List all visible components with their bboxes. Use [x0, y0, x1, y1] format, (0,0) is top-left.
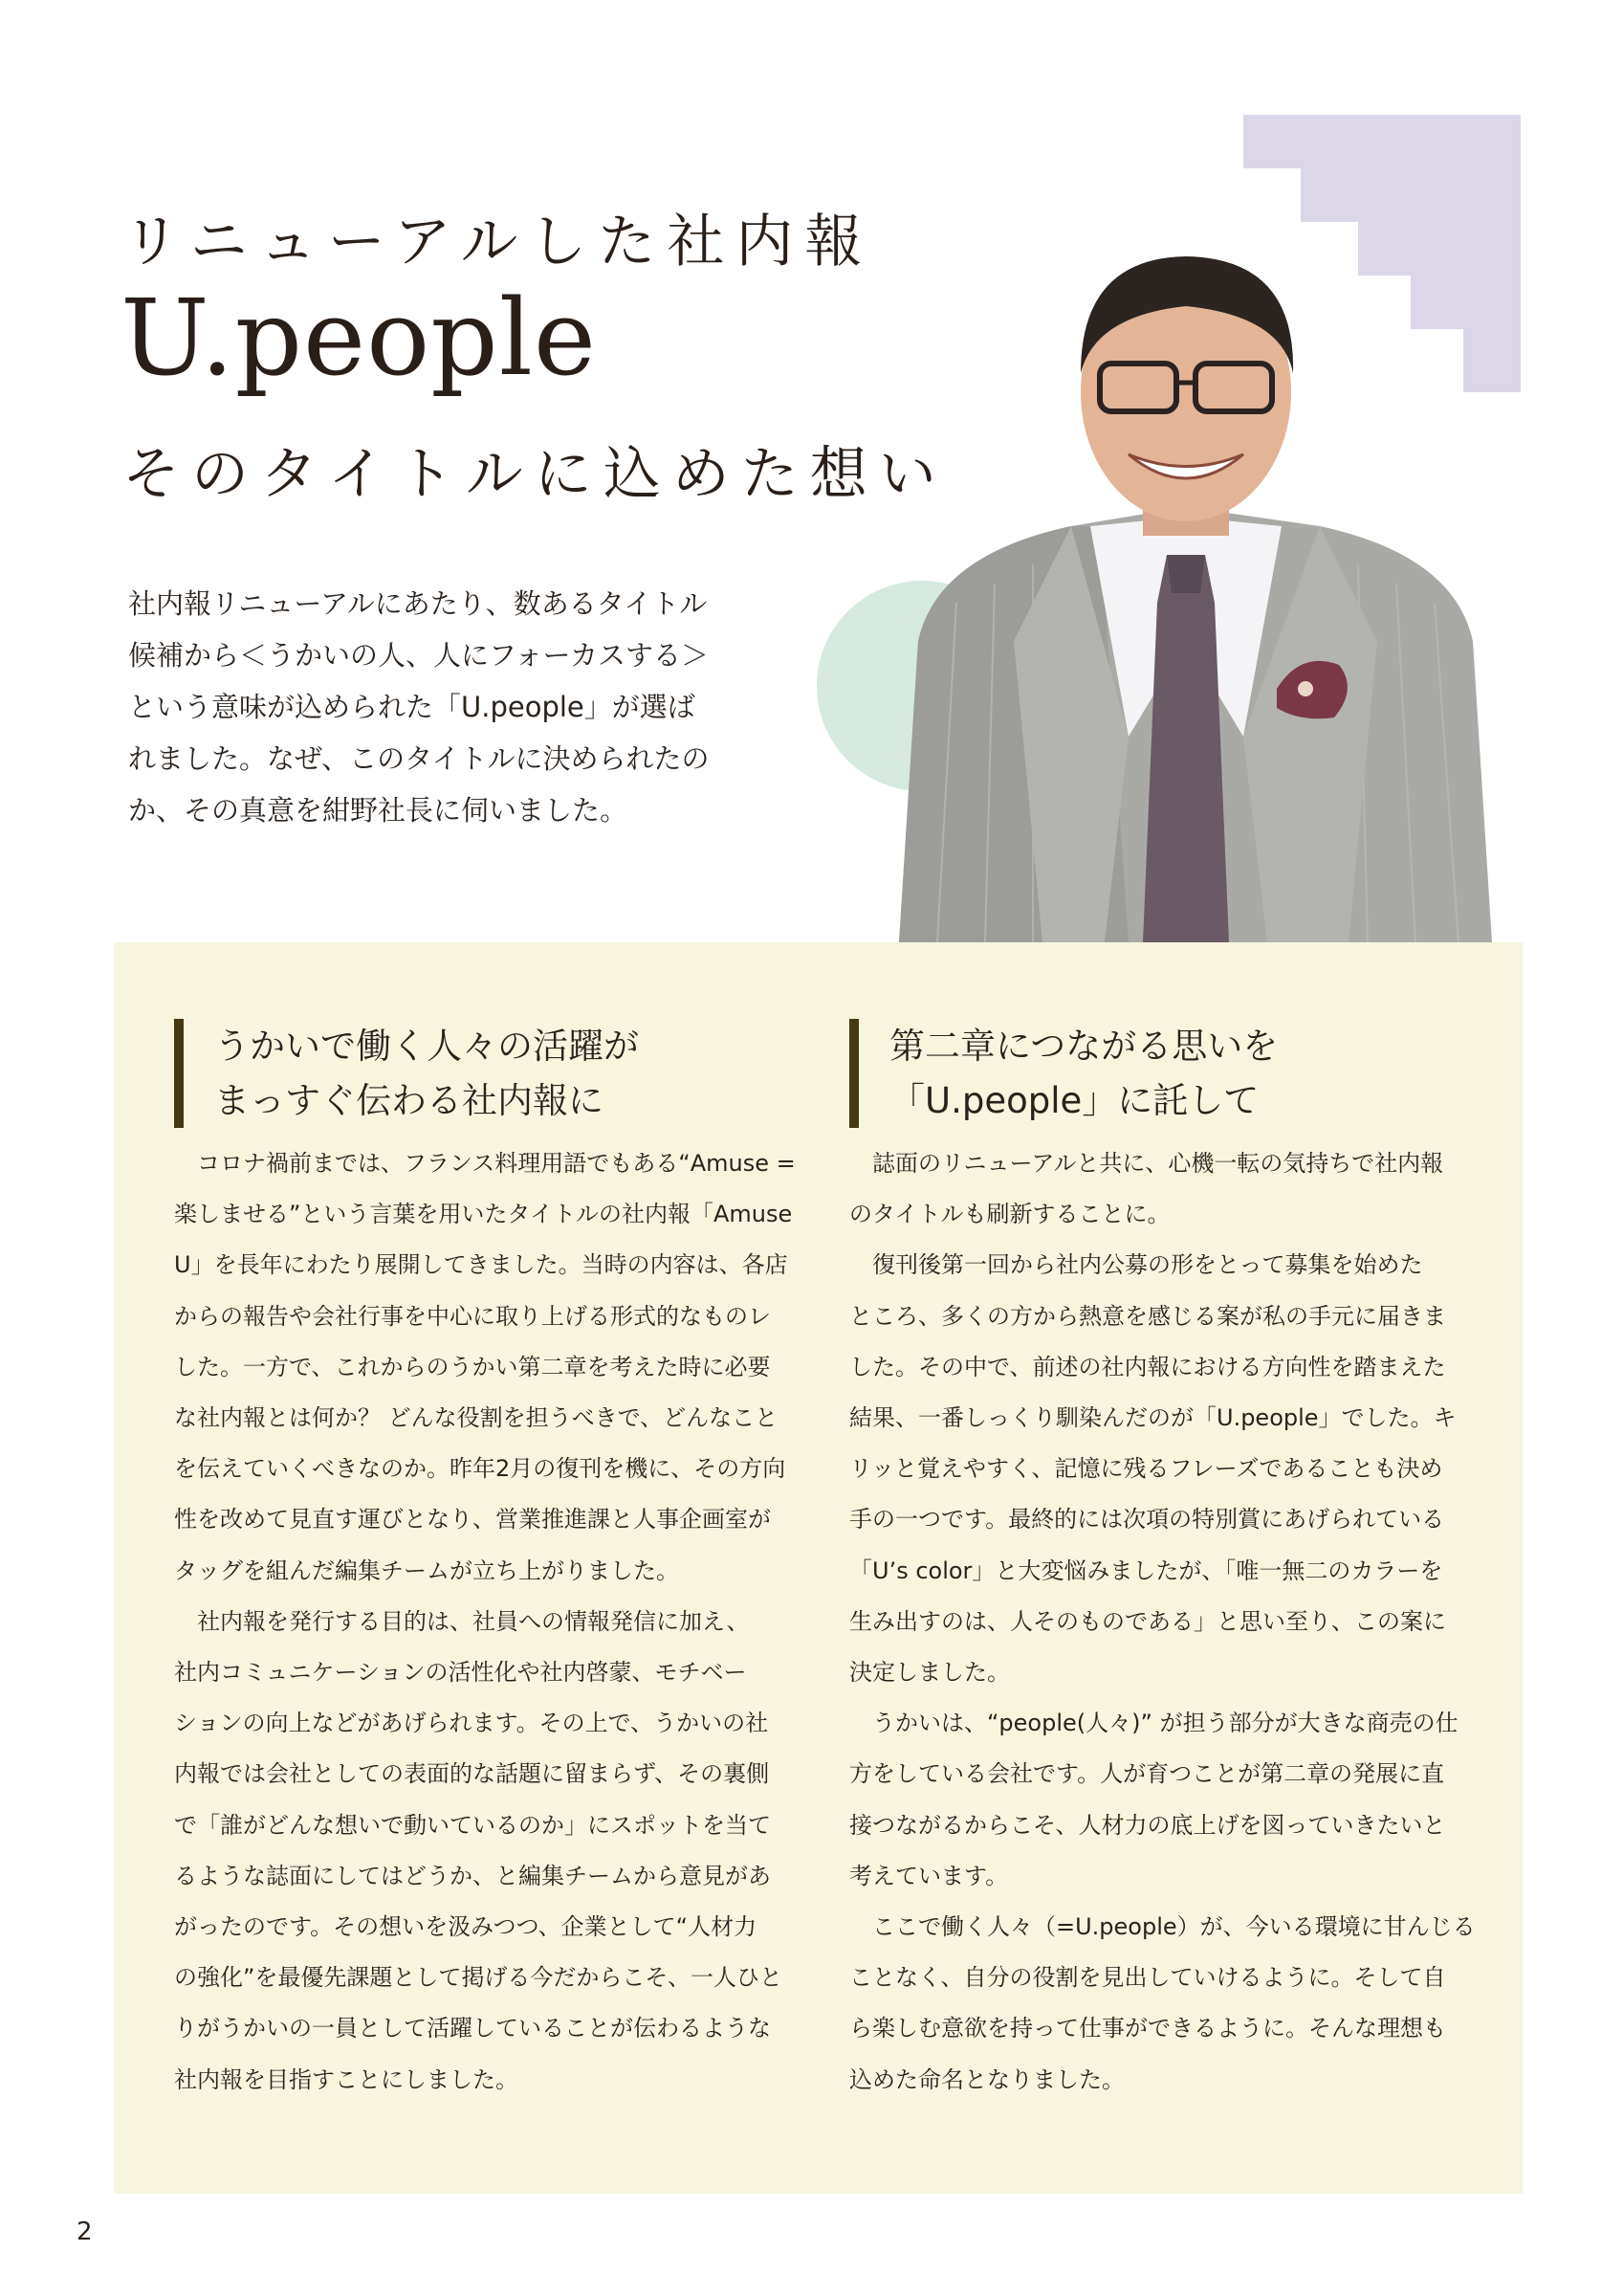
body-line: がったのです。その想いを汲みつつ、企業として“人材力 — [174, 1913, 757, 1941]
body-line: ところ、多くの方から熱意を感じる案が私の手元に届きま — [849, 1302, 1446, 1330]
stair-decoration-1 — [1243, 115, 1521, 168]
left-section-body — [174, 1138, 796, 2106]
page-number: 2 — [77, 2218, 93, 2246]
lead-line: 社内報リニューアルにあたり、数あるタイトル — [128, 587, 708, 620]
body-line: 社内報を発行する目的は、社員への情報発信に加え、 — [174, 1607, 750, 1635]
body-line: 誌面のリニューアルと共に、心機一転の気持ちで社内報 — [849, 1150, 1444, 1177]
body-line: 結果、一番しっくり馴染んだのが「U.people」でした。キ — [849, 1404, 1457, 1432]
heading-line: うかいで働く人々の活躍が — [214, 1026, 639, 1067]
body-line: りがうかいの一員として活躍していることが伝わるような — [174, 2015, 771, 2042]
body-line: からの報告や会社行事を中心に取り上げる形式的なものレ — [174, 1302, 771, 1330]
body-line: のタイトルも刷新することに。 — [849, 1201, 1171, 1228]
body-line: 復刊後第一回から社内公募の形をとって募集を始めた — [849, 1251, 1423, 1279]
body-line: ことなく、自分の役割を見出していけるように。そして自 — [849, 1964, 1446, 1992]
body-line: ら楽しむ意欲を持って仕事ができるように。そんな理想も — [849, 2015, 1446, 2042]
body-line: るような誌面にしてはどうか、と編集チームから意見があ — [174, 1862, 771, 1889]
body-line: 接つながるからこそ、人材力の底上げを図っていきたいと — [849, 1811, 1446, 1839]
body-line: した。一方で、これからのうかい第二章を考えた時に必要 — [174, 1353, 771, 1380]
lead-line: 候補から＜うかいの人、人にフォーカスする＞ — [128, 639, 709, 672]
body-line: コロナ禍前までは、フランス料理用語でもある“Amuse = — [174, 1150, 796, 1177]
body-line: 楽しませる”という言葉を用いたタイトルの社内報「Amuse — [174, 1201, 793, 1228]
president-portrait — [899, 239, 1492, 942]
body-line: 社内コミュニケーションの活性化や社内啓蒙、モチベー — [174, 1659, 747, 1687]
body-line: 内報では会社としての表面的な話題に留まらず、その裏側 — [174, 1760, 770, 1788]
body-line: 決定しました。 — [849, 1659, 1010, 1687]
body-line: ションの向上などがあげられます。その上で、うかいの社 — [174, 1710, 769, 1737]
body-line: 性を改めて見直す運びとなり、営業推進課と人事企画室が — [174, 1506, 771, 1534]
body-line: 方をしている会社です。人が育つことが第二章の発展に直 — [849, 1760, 1445, 1788]
lead-line: か、その真意を紺野社長に伺いました。 — [128, 794, 628, 827]
body-line: U」を長年にわたり展開してきました。当時の内容は、各店 — [174, 1251, 788, 1279]
body-line: で「誰がどんな想いで動いているのか」にスポットを当て — [174, 1811, 771, 1839]
body-line: 考えています。 — [849, 1862, 1009, 1889]
stair-decoration-2 — [1301, 168, 1521, 222]
body-line: リッと覚えやすく、記憶に残るフレーズであることも決め — [849, 1455, 1443, 1483]
right-section-heading — [849, 1019, 1278, 1128]
right-section-body — [849, 1138, 1476, 2106]
title-line-2: U.people — [121, 276, 598, 399]
body-line: 「U’s color」と大変悩みましたが、「唯一無二のカラーを — [849, 1556, 1443, 1584]
body-line: 社内報を目指すことにしました。 — [174, 2065, 518, 2093]
left-section-heading — [174, 1019, 639, 1128]
body-line: な社内報とは何か？ どんな役割を担うべきで、どんなこと — [174, 1404, 779, 1432]
body-line: うかいは、“people(人々)” が担う部分が大きな商売の仕 — [849, 1710, 1459, 1737]
lead-paragraph — [128, 578, 759, 836]
body-line: 生み出すのは、人そのものである」と思い至り、この案に — [849, 1607, 1446, 1635]
lead-line: という意味が込められた「U.people」が選ば — [128, 691, 695, 723]
body-line: ここで働く人々（=U.people）が、今いる環境に甘んじる — [849, 1913, 1476, 1941]
body-line: 込めた命名となりました。 — [849, 2065, 1125, 2093]
heading-line: 第二章につながる思いを — [889, 1026, 1279, 1067]
body-line: タッグを組んだ編集チームが立ち上がりました。 — [174, 1556, 679, 1584]
title-line-3: そのタイトルに込めた想い — [122, 441, 948, 508]
body-line: を伝えていくべきなのか。昨年2月の復刊を機に、その方向 — [174, 1455, 786, 1483]
lead-line: れました。なぜ、このタイトルに決められたの — [128, 742, 710, 775]
heading-line: まっすぐ伝わる社内報に — [214, 1080, 603, 1121]
body-line: の強化”を最優先課題として掲げる今だからこそ、一人ひと — [174, 1964, 782, 1992]
body-line: した。その中で、前述の社内報における方向性を踏まえた — [849, 1353, 1446, 1380]
heading-line: 「U.people」に託して — [889, 1080, 1260, 1121]
body-line: 手の一つです。最終的には次項の特別賞にあげられている — [849, 1506, 1445, 1534]
title-line-1: リニューアルした社内報 — [122, 209, 874, 276]
content-panel — [114, 942, 1523, 2194]
